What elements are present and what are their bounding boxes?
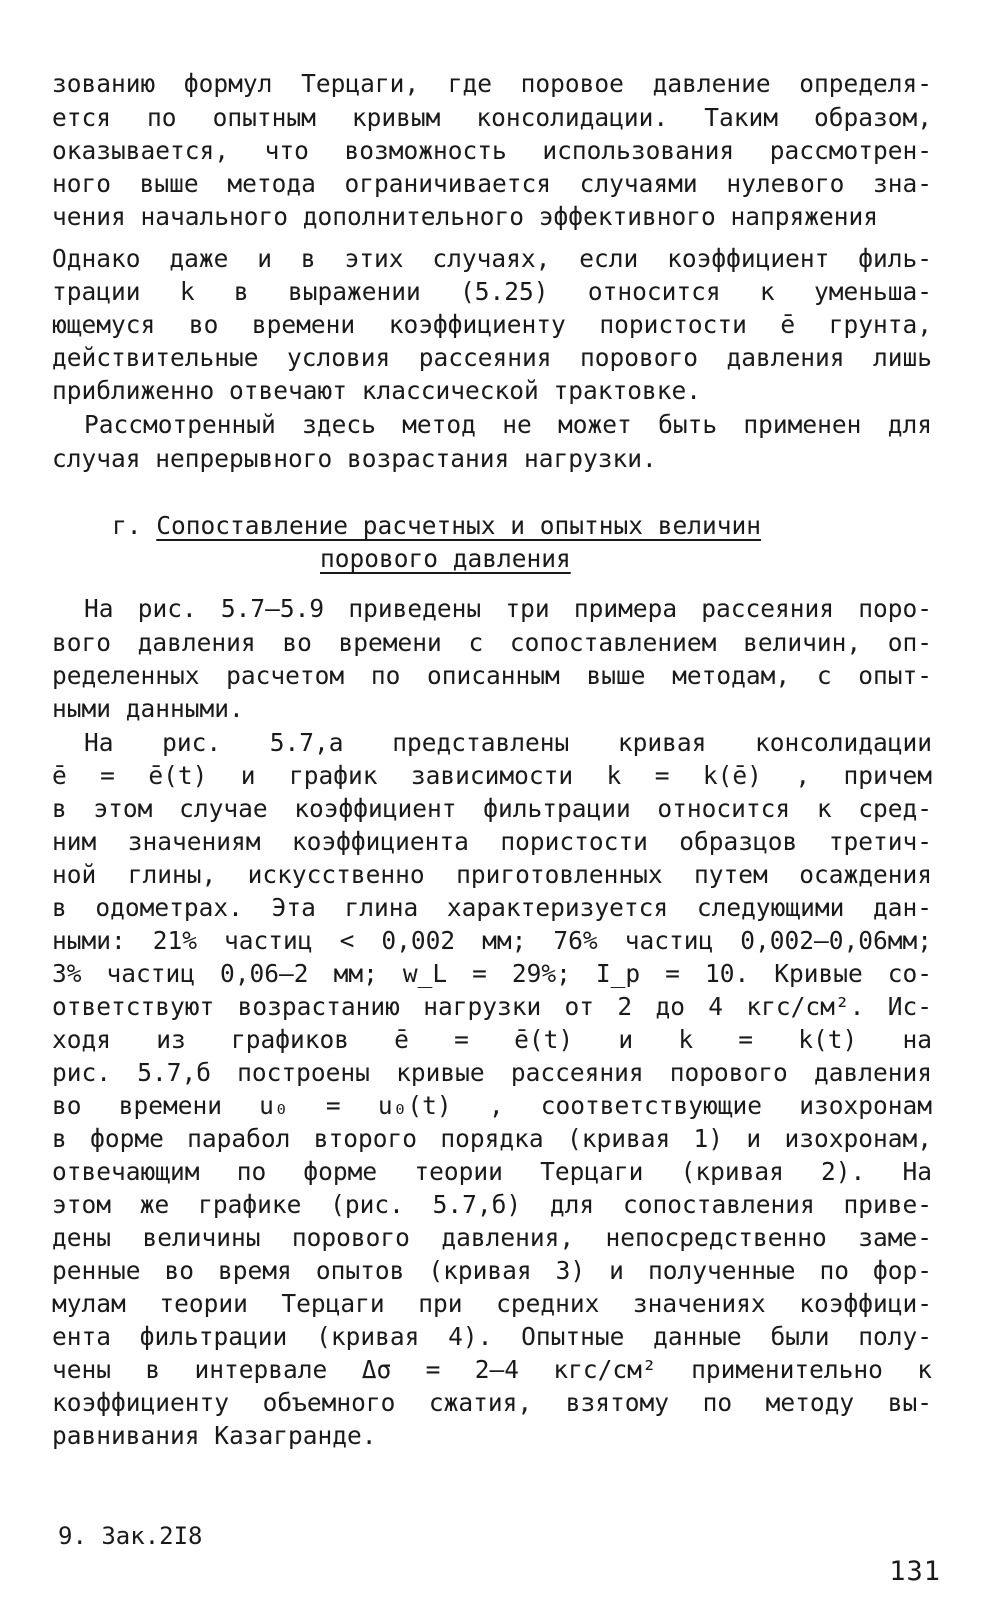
text-line: чения начального дополнительного эффективного напряжения	[52, 202, 879, 231]
text-line: зованию формул Терцаги, где поровое давление определя-	[52, 69, 932, 98]
text-line: ределенных расчетом по описанным выше методам, с опыт-	[52, 661, 932, 690]
text-line: ē = ē(t) и график зависимости k = k(ē) , причем	[52, 761, 932, 790]
text-line: этом же графике (рис. 5.7,б) для сопоставления приве-	[52, 1190, 932, 1219]
text-line: ющемуся во времени коэффициенту пористости ē грунта,	[52, 310, 932, 339]
text-line: Однако даже и в этих случаях, если коэффициент филь-	[52, 244, 932, 273]
text-line: дены величины порового давления, непосредственно заме-	[52, 1223, 932, 1252]
text-line: ными: 21% частиц < 0,002 мм; 76% частиц 0,002–0,06мм;	[52, 926, 932, 955]
page-number: 131	[889, 1556, 941, 1587]
text-line: На рис. 5.7–5.9 приведены три примера рассеяния поро-	[84, 594, 932, 623]
text-line: в одометрах. Эта глина характеризуется следующими дан-	[52, 893, 932, 922]
text-line: ним значениям коэффициента пористости образцов третич-	[52, 827, 932, 856]
text-line: рис. 5.7,б построены кривые рассеяния порового давления	[52, 1058, 932, 1087]
heading-title: Сопоставление расчетных и опытных величин	[156, 511, 762, 540]
text-line: вого давления во времени с сопоставлением величин, оп-	[52, 628, 932, 657]
text-line: в форме парабол второго порядка (кривая 1) и изохронам,	[52, 1124, 932, 1153]
text-line: трации k в выражении (5.25) относится к уменьша-	[52, 277, 932, 306]
text-line: коэффициенту объемного сжатия, взятому по методу вы-	[52, 1388, 932, 1417]
heading-title-cont: порового давления	[320, 544, 571, 573]
text-line: отвечающим по форме теории Терцаги (кривая 2). На	[52, 1157, 932, 1186]
text-line: приближенно отвечают классической трактовке.	[52, 376, 702, 405]
text-line: случая непрерывного возрастания нагрузки.	[52, 444, 657, 473]
text-line: ходя из графиков ē = ē(t) и k = k(t) на	[52, 1025, 932, 1054]
text-line: ного выше метода ограничивается случаями нулевого зна-	[52, 169, 932, 198]
heading-prefix: г.	[112, 511, 142, 540]
print-order-label: 9. Зак.2I8	[58, 1522, 203, 1550]
text-line: в этом случае коэффициент фильтрации относится к сред-	[52, 794, 932, 823]
heading-line-1	[112, 510, 761, 542]
text-line: Рассмотренный здесь метод не может быть применен для	[84, 410, 932, 439]
text-line: ется по опытным кривым консолидации. Таким образом,	[52, 103, 932, 132]
text-line: На рис. 5.7,а представлены кривая консолидации	[84, 728, 932, 757]
text-line: ренные во время опытов (кривая 3) и полученные по фор-	[52, 1256, 932, 1285]
heading-line-2	[320, 543, 571, 575]
text-line: ной глины, искусственно приготовленных путем осаждения	[52, 860, 932, 889]
text-line: равнивания Казагранде.	[52, 1421, 377, 1450]
text-line: действительные условия рассеяния порового давления лишь	[52, 343, 932, 372]
text-line: ными данными.	[52, 694, 244, 723]
text-line: во времени u₀ = u₀(t) , соответствующие изохронам	[52, 1091, 932, 1120]
text-line: оказывается, что возможность использования рассмотрен-	[52, 136, 932, 165]
text-line: ента фильтрации (кривая 4). Опытные данные были полу-	[52, 1322, 932, 1351]
text-line: чены в интервале Δσ = 2–4 кгс/см² применительно к	[52, 1355, 932, 1384]
text-line: 3% частиц 0,06–2 мм; w_L = 29%; I_p = 10. Кривые со-	[52, 959, 932, 988]
text-line: ответствуют возрастанию нагрузки от 2 до 4 кгс/см². Ис-	[52, 992, 932, 1021]
text-line: мулам теории Терцаги при средних значениях коэффици-	[52, 1289, 932, 1318]
